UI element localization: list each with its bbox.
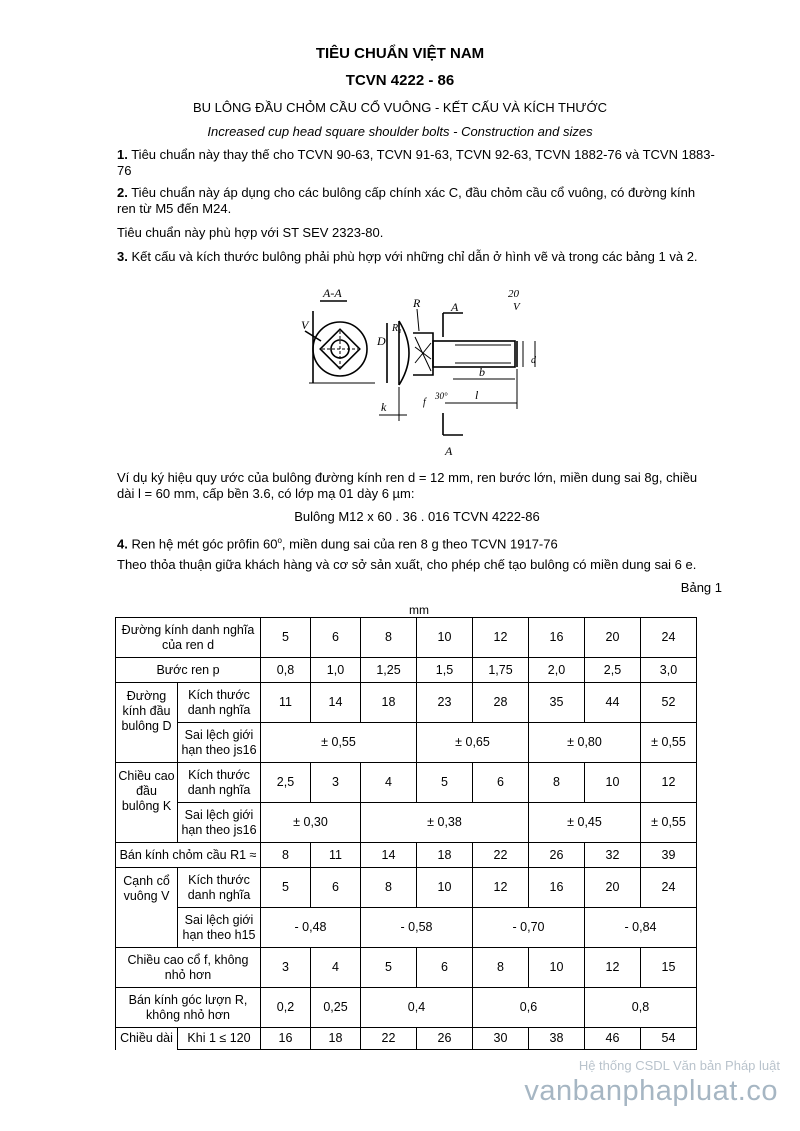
paragraph-number: 4. (117, 536, 128, 552)
label-d: d (531, 355, 536, 366)
cell: 12 (585, 948, 641, 988)
cell: 52 (641, 683, 697, 723)
sub-label: Kích thước danh nghĩa (178, 868, 261, 908)
cell: 14 (311, 683, 361, 723)
cell: 0,25 (311, 988, 361, 1028)
sub-label: Kích thước danh nghĩa (178, 683, 261, 723)
cell: 0,6 (473, 988, 585, 1028)
label-l: l (475, 388, 479, 402)
table-caption: Bảng 1 (680, 580, 722, 595)
table-row (116, 948, 697, 988)
cell: 3 (311, 763, 361, 803)
table-row (116, 763, 697, 803)
table-row (116, 803, 697, 843)
sub-label: Sai lệch giới hạn theo h15 (178, 908, 261, 948)
label-k: k (381, 400, 387, 414)
table-unit: mm (409, 603, 429, 617)
cell: 18 (417, 843, 473, 868)
paragraph-number: 2. (117, 185, 128, 200)
label-angle: 30° (435, 391, 448, 401)
cell: 4 (361, 763, 417, 803)
cell: 1,0 (311, 658, 361, 683)
cell: 32 (585, 843, 641, 868)
table-row (116, 683, 697, 723)
cell: 22 (361, 1028, 417, 1050)
cell: 8 (529, 763, 585, 803)
cell: 28 (473, 683, 529, 723)
cell: 16 (529, 868, 585, 908)
example-paragraph: Ví dụ ký hiệu quy ước của bulông đường kính ren d = 12 mm, ren bước lớn, miền dung sai 8g, chiều dài l = 60 mm, cấp bền 3.6, có lớp mạ 01 dày 6 µm: (117, 470, 698, 501)
sub-label: Khi 1 ≤ 120 (178, 1028, 261, 1050)
table-row (116, 723, 697, 763)
cell: - 0,70 (473, 908, 585, 948)
label-b: b (479, 365, 485, 379)
bolt-dimensions-table (115, 617, 697, 1050)
cell: ± 0,30 (261, 803, 361, 843)
cell: 8 (361, 618, 417, 658)
cell: - 0,84 (585, 908, 697, 948)
paragraph-number: 1. (117, 147, 128, 162)
cell: - 0,48 (261, 908, 361, 948)
cell: 18 (361, 683, 417, 723)
cell: ± 0,38 (361, 803, 529, 843)
cell: 20 (585, 618, 641, 658)
cell: 54 (641, 1028, 697, 1050)
cell: 2,0 (529, 658, 585, 683)
cell: 2,5 (585, 658, 641, 683)
cell: 20 (585, 868, 641, 908)
group-label: Chiều dài (116, 1028, 178, 1050)
cell: 8 (261, 843, 311, 868)
table-row (116, 868, 697, 908)
table-row (116, 908, 697, 948)
cell: 0,8 (261, 658, 311, 683)
paragraph-2b: Tiêu chuẩn này phù hợp với ST SEV 2323-80. (117, 225, 384, 240)
watermark-line2: vanbanphapluat.co (524, 1075, 778, 1107)
degree-sup: o (277, 536, 282, 545)
cell: 5 (417, 763, 473, 803)
doc-standard-heading: TIÊU CHUẨN VIỆT NAM (315, 45, 485, 62)
paragraph-1 (117, 147, 717, 179)
cell: 8 (473, 948, 529, 988)
cell: 14 (361, 843, 417, 868)
cell: 30 (473, 1028, 529, 1050)
paragraph-2 (117, 185, 717, 217)
row-label: Đường kính danh nghĩa của ren d (116, 618, 261, 658)
cell: 1,25 (361, 658, 417, 683)
cell: 5 (261, 618, 311, 658)
cell: 11 (261, 683, 311, 723)
label-A-bottom: A (445, 444, 453, 458)
cell: 26 (417, 1028, 473, 1050)
cell: 5 (361, 948, 417, 988)
cell: 10 (585, 763, 641, 803)
cell: 4 (311, 948, 361, 988)
cell: 12 (473, 868, 529, 908)
cell: 3 (261, 948, 311, 988)
label-roughness: 20 (508, 288, 519, 300)
cell: 24 (641, 618, 697, 658)
cell: 2,5 (261, 763, 311, 803)
cell: 38 (529, 1028, 585, 1050)
cell: 6 (417, 948, 473, 988)
label-v: V (301, 318, 309, 332)
cell: 26 (529, 843, 585, 868)
doc-title-vi: BU LÔNG ĐẦU CHỎM CẦU CỔ VUÔNG - KẾT CẤU VÀ KÍCH THƯỚC (193, 100, 607, 115)
cell: 12 (641, 763, 697, 803)
group-label: Cạnh cổ vuông V (116, 868, 178, 948)
cell: ± 0,45 (529, 803, 641, 843)
cell: 5 (261, 868, 311, 908)
cell: 3,0 (641, 658, 697, 683)
table-row (116, 618, 697, 658)
label-R1: R₁ (392, 323, 402, 334)
table-row (116, 658, 697, 683)
cell: 0,8 (585, 988, 697, 1028)
doc-title-en: Increased cup head square shoulder bolts - Construction and sizes (207, 124, 593, 139)
cell: 0,2 (261, 988, 311, 1028)
group-label: Đường kính đầu bulông D (116, 683, 178, 763)
cell: 39 (641, 843, 697, 868)
cell: 18 (311, 1028, 361, 1050)
paragraph-text: , miền dung sai của ren 8 g theo TCVN 1917-76 (281, 536, 558, 552)
cell: 6 (311, 618, 361, 658)
cell: ± 0,80 (529, 723, 641, 763)
cell: 10 (417, 868, 473, 908)
cell: 16 (529, 618, 585, 658)
cell: 10 (417, 618, 473, 658)
cell: - 0,58 (361, 908, 473, 948)
paragraph-5: Theo thỏa thuận giữa khách hàng và cơ sở sản xuất, cho phép chế tạo bulông có miền dung sai 6 e. (117, 557, 697, 572)
group-label: Chiều cao đầu bulông K (116, 763, 178, 843)
example-code: Bulông M12 x 60 . 36 . 016 TCVN 4222-86 (294, 509, 540, 524)
cell: 35 (529, 683, 585, 723)
cell: 8 (361, 868, 417, 908)
bolt-technical-drawing (295, 283, 555, 461)
row-label: Bước ren p (116, 658, 261, 683)
cell: 6 (311, 868, 361, 908)
cell: 11 (311, 843, 361, 868)
paragraph-3 (117, 249, 717, 265)
cell: ± 0,55 (261, 723, 417, 763)
table-row (116, 988, 697, 1028)
label-A-top: A (451, 300, 459, 314)
label-section-aa: A-A (323, 286, 342, 300)
paragraph-text: Tiêu chuẩn này áp dụng cho các bulông cấp chính xác C, đầu chỏm cầu cổ vuông, có đường kính ren từ M5 đến M24. (117, 185, 696, 216)
sub-label: Kích thước danh nghĩa (178, 763, 261, 803)
cell: 1,75 (473, 658, 529, 683)
table-row (116, 1028, 697, 1050)
cell: 1,5 (417, 658, 473, 683)
cell: 46 (585, 1028, 641, 1050)
cell: 23 (417, 683, 473, 723)
sub-label: Sai lệch giới hạn theo js16 (178, 803, 261, 843)
paragraph-text: Kết cấu và kích thước bulông phải phù hợp với những chỉ dẫn ở hình vẽ và trong các bảng 1 và 2. (127, 249, 698, 264)
cell: 24 (641, 868, 697, 908)
cell: ± 0,65 (417, 723, 529, 763)
sub-label: Sai lệch giới hạn theo js16 (178, 723, 261, 763)
cell: ± 0,55 (641, 723, 697, 763)
cell: 12 (473, 618, 529, 658)
label-D: D (377, 334, 386, 348)
row-label: Bán kính chỏm cầu R1 ≈ (116, 843, 261, 868)
paragraph-4 (117, 533, 717, 552)
row-label: Bán kính góc lượn R, không nhỏ hơn (116, 988, 261, 1028)
row-label: Chiều cao cổ f, không nhỏ hơn (116, 948, 261, 988)
cell: ± 0,55 (641, 803, 697, 843)
doc-standard-number: TCVN 4222 - 86 (345, 72, 455, 89)
paragraph-text: Ren hệ mét góc prôfin 60 (127, 536, 278, 552)
cell: 15 (641, 948, 697, 988)
label-roughness-v: V (513, 301, 520, 313)
paragraph-number: 3. (117, 249, 128, 264)
cell: 6 (473, 763, 529, 803)
cell: 22 (473, 843, 529, 868)
cell: 0,4 (361, 988, 473, 1028)
paragraph-text: Tiêu chuẩn này thay thế cho TCVN 90-63, TCVN 91-63, TCVN 92-63, TCVN 1882-76 và TCVN 1883-76 (117, 147, 715, 178)
cell: 44 (585, 683, 641, 723)
watermark-line1: Hệ thống CSDL Văn bản Pháp luật (578, 1058, 780, 1073)
cell: 16 (261, 1028, 311, 1050)
label-R: R (413, 296, 421, 310)
table-row (116, 843, 697, 868)
label-f: f (423, 397, 426, 408)
cell: 10 (529, 948, 585, 988)
